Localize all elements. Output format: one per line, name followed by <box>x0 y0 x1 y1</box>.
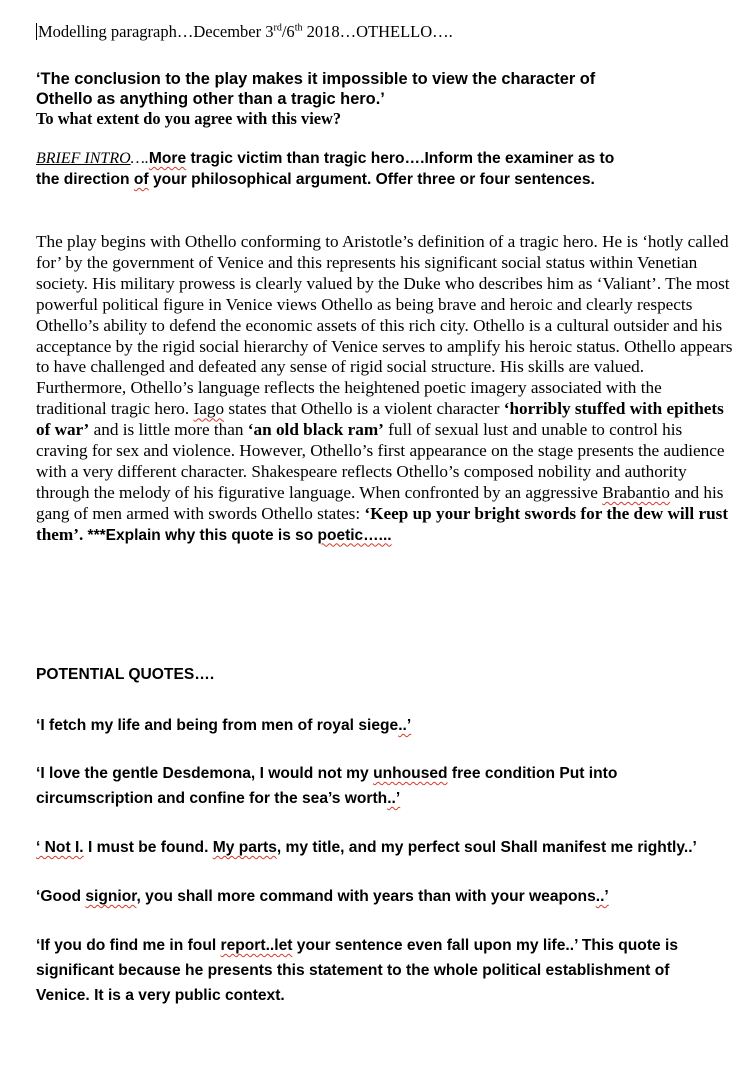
quote3-not-i: ‘ Not I. <box>36 839 84 856</box>
intro-rest: tragic victim than tragic hero….Inform the examiner as to <box>186 150 615 167</box>
title-text-suffix: 2018…OTHELLO…. <box>302 22 453 41</box>
intro-more: More <box>148 150 187 167</box>
intro-label: BRIEF INTRO <box>36 150 131 167</box>
quote-must-be-found <box>36 839 697 857</box>
para-text-2: states that Othello is a violent character <box>224 399 504 419</box>
quote4-end: ..’ <box>595 888 609 905</box>
intro-line-2 <box>36 171 595 189</box>
quote2-end: ..’ <box>387 790 401 807</box>
quote-desdemona-line-2 <box>36 790 400 808</box>
intro-line2-a: the direction <box>36 171 134 188</box>
para-instruction: ***Explain why this quote is so <box>83 526 318 544</box>
para-brabantio: Brabantio <box>602 482 671 502</box>
para-iago: Iago <box>193 399 225 419</box>
title-text-prefix: Modelling paragraph…December 3 <box>38 22 274 41</box>
quote3-text-d: , my title, and my perfect soul Shall manifest me rightly..’ <box>276 839 697 856</box>
intro-line2-of: of <box>133 171 149 188</box>
quote-foul-report-line-3: Venice. It is a very public context. <box>36 987 285 1004</box>
quote2-text-a: ‘I love the gentle Desdemona, I would not my <box>36 765 374 782</box>
quote-bright-swords: ‘Keep up your bright swords for the dew will rust them’. <box>36 503 729 544</box>
quote-epithets: ‘horribly stuffed with epithets of war’ <box>36 399 724 440</box>
para-text-4: full of sexual lust and unable to control his craving for sex and violence. However, Othello’s first appearance on the stage presents the audience with a very different character. Shakespeare reflects Othello’s composed nobility and authority through the melody of his figurative language. When confronted by an aggressive <box>36 420 725 502</box>
quote1-text: ‘I fetch my life and being from men of royal siege <box>36 717 399 734</box>
quote-foul-report-line-1 <box>36 937 678 955</box>
quote-black-ram: ‘an old black ram’ <box>247 420 384 440</box>
quote2-text-b: free condition Put into <box>447 765 618 782</box>
intro-line-1 <box>36 150 614 168</box>
superscript-rd: rd <box>273 22 282 34</box>
quote1-end: ..’ <box>398 717 412 734</box>
para-poetic: poetic…... <box>317 526 392 544</box>
superscript-th: th <box>294 22 303 34</box>
para-text-5: and his gang of men armed with swords Othello states: <box>36 482 724 523</box>
quote5-text-b: your sentence even fall upon my life..’ This quote is <box>292 937 679 954</box>
quote4-text-b: , you shall more command with years than with your weapons <box>136 888 596 905</box>
quote-royal-siege <box>36 717 411 735</box>
quote4-signior: signior <box>85 888 137 905</box>
quote3-text-b: I must be found. <box>83 839 213 856</box>
model-paragraph <box>36 232 736 547</box>
intro-line2-b: your philosophical argument. Offer three or four sentences. <box>148 171 595 188</box>
para-text-1: The play begins with Othello conforming to Aristotle’s definition of a tragic hero. He is ‘hotly called for’ by the government of Venice and this represents his significant social status within Venetian society. His military prowess is clearly valued by the Duke who describes him as ‘Valiant’. The most powerful political figure in Venice views Othello as being brave and heroic and clearly respects Othello’s ability to defend the economic assets of this rich city. Othello is a cultural outsider and his acceptance by the rigid social hierarchy of Venice serves to amplify his heroic status. Othello appears to have challenged and defeated any sense of rigid social structure. His skills are valued. Furthermore, Othello’s language reflects the heightened poetic imagery associated with the traditional tragic hero. <box>36 232 733 419</box>
para-text-3: and is little more than <box>89 420 248 440</box>
quote3-my-parts: My parts <box>212 839 277 856</box>
quote5-report: report..let <box>220 937 293 954</box>
question-line-1: ‘The conclusion to the play makes it impossible to view the character of <box>36 70 596 88</box>
quote-desdemona-line-1 <box>36 765 617 783</box>
quotes-heading: POTENTIAL QUOTES…. <box>36 666 215 683</box>
quote2-text-c: circumscription and confine for the sea’s worth <box>36 790 388 807</box>
quote-good-signior <box>36 888 609 906</box>
quote2-unhoused: unhoused <box>373 765 448 782</box>
quote4-text-a: ‘Good <box>36 888 86 905</box>
title-text-slash: /6 <box>281 22 295 41</box>
intro-dots: …. <box>130 150 149 167</box>
question-line-2: Othello as anything other than a tragic hero.’ <box>36 90 385 108</box>
question-line-3: To what extent do you agree with this view? <box>36 109 342 128</box>
document-title <box>36 22 453 42</box>
quote-foul-report-line-2: significant because he presents this statement to the whole political establishment of <box>36 962 670 979</box>
quote5-text-a: ‘If you do find me in foul <box>36 937 221 954</box>
text-cursor <box>36 23 37 40</box>
